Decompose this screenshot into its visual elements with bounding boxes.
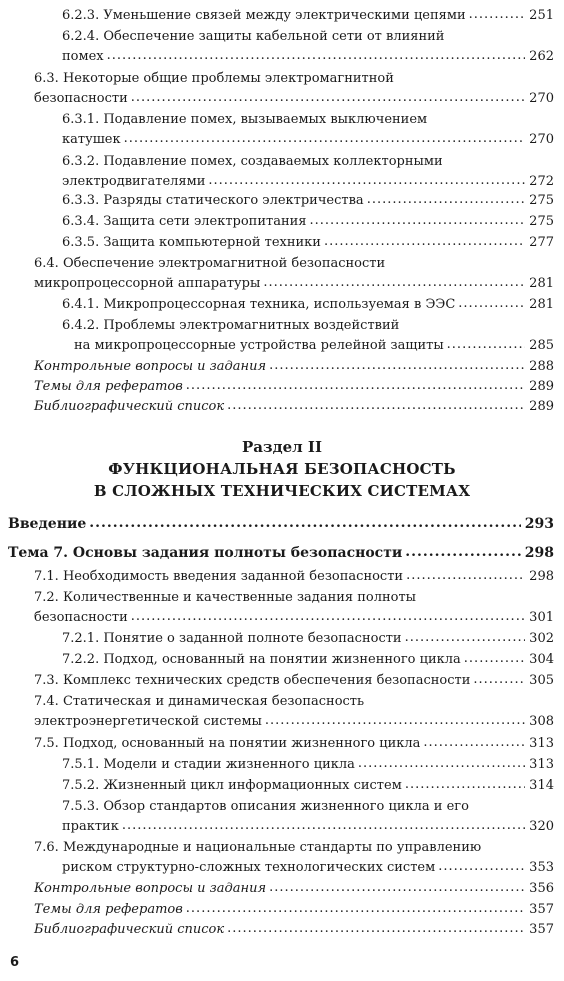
toc-leader <box>107 47 526 67</box>
toc-leader <box>405 629 526 649</box>
toc-leader <box>131 89 525 109</box>
toc-entry <box>34 377 554 397</box>
toc-leader <box>406 567 525 587</box>
toc-entry-title: 7.2. Количественные и качественные задания полноты <box>34 590 417 605</box>
toc-page-number: 305 <box>529 673 554 688</box>
toc-entry <box>34 920 554 940</box>
toc-entry <box>34 838 554 878</box>
toc-entry <box>34 397 554 417</box>
toc-entry-title-cont: электроэнергетической системы <box>34 714 262 729</box>
toc-page-number: 277 <box>529 235 554 250</box>
toc-entry-title-cont: риском структурно-сложных технологических систем <box>62 860 436 875</box>
toc-leader <box>464 650 525 670</box>
toc-entry <box>34 357 554 377</box>
toc-entry <box>62 233 554 253</box>
toc-leader <box>358 755 525 775</box>
toc-page-number: 275 <box>529 214 554 229</box>
toc-entry <box>34 69 554 109</box>
toc-entry-title: Введение <box>8 516 87 532</box>
toc-page-number: 289 <box>529 399 554 414</box>
toc-entry-title: 6.2.3. Уменьшение связей между электрическими цепями <box>62 8 466 23</box>
toc-page-number: 281 <box>529 276 554 291</box>
toc-page-number: 313 <box>529 736 554 751</box>
toc-leader <box>122 817 525 837</box>
toc-entry-title: 7.2.2. Подход, основанный на понятии жизненного цикла <box>62 652 461 667</box>
toc-entry <box>62 110 554 150</box>
toc-page-number: 272 <box>529 174 554 189</box>
toc-entry-title: 6.3.5. Защита компьютерной техники <box>62 235 321 250</box>
toc-entry-title: 7.5.1. Модели и стадии жизненного цикла <box>62 757 355 772</box>
toc-entry-title: 6.3. Некоторые общие проблемы электромагнитной <box>34 71 394 86</box>
toc-leader <box>263 274 525 294</box>
toc-entry <box>62 797 554 837</box>
toc-leader <box>265 712 525 732</box>
toc-page-number: 251 <box>529 8 554 23</box>
toc-entry-title: 6.3.1. Подавление помех, вызываемых выключением <box>62 112 428 127</box>
section-label: Раздел II <box>242 438 322 456</box>
toc-page-number: 320 <box>529 819 554 834</box>
toc-entry-title: Контрольные вопросы и задания <box>34 359 267 374</box>
toc-entry-title: Библиографический список <box>34 922 225 937</box>
toc-leader <box>89 514 521 534</box>
toc-entry-title: 7.6. Международные и национальные стандарты по управлению <box>34 840 482 855</box>
toc-leader <box>324 233 525 253</box>
toc-entry <box>34 588 554 628</box>
page-number: 6 <box>10 955 20 970</box>
toc-entry-title-cont: микропроцессорной аппаратуры <box>34 276 261 291</box>
toc-leader <box>269 879 525 899</box>
toc-leader <box>458 295 525 315</box>
toc-entry-title: 7.1. Необходимость введения заданной безопасности <box>34 569 404 584</box>
toc-entry-title: Темы для рефератов <box>34 379 183 394</box>
toc-page-number: 288 <box>529 359 554 374</box>
toc-page-number: 313 <box>529 757 554 772</box>
toc-entry-title: Контрольные вопросы и задания <box>34 881 267 896</box>
toc-entry-title-cont: катушек <box>62 132 121 147</box>
toc-entry <box>62 629 554 649</box>
toc-entry <box>62 212 554 232</box>
toc-leader <box>405 776 525 796</box>
toc-entry-title-cont: на микропроцессорные устройства релейной защиты <box>74 338 444 353</box>
toc-leader <box>423 734 525 754</box>
toc-leader <box>469 6 526 26</box>
toc-entry <box>62 755 554 775</box>
toc-entry <box>34 900 554 920</box>
toc-entry-title-cont: помех <box>62 49 104 64</box>
toc-entry-title-cont: безопасности <box>34 91 128 106</box>
toc-leader <box>186 377 525 397</box>
toc-entry <box>8 543 554 563</box>
toc-entry <box>62 295 554 315</box>
toc-entry <box>62 27 554 67</box>
toc-page-number: 314 <box>529 778 554 793</box>
toc-entry <box>34 567 554 587</box>
toc-page-number: 262 <box>529 49 554 64</box>
toc-entry <box>62 650 554 670</box>
toc-page-number: 304 <box>529 652 554 667</box>
toc-page-number: 275 <box>529 193 554 208</box>
toc-entry <box>62 6 554 26</box>
toc-page-number: 289 <box>529 379 554 394</box>
toc-page-number: 285 <box>529 338 554 353</box>
toc-entry <box>62 152 554 192</box>
toc-entry-title: Библиографический список <box>34 399 225 414</box>
toc-leader <box>186 900 525 920</box>
toc-entry-title-cont: практик <box>62 819 119 834</box>
toc-leader <box>367 191 525 211</box>
toc-entry-title: 6.3.3. Разряды статического электричества <box>62 193 364 208</box>
toc-entry-title: 7.3. Комплекс технических средств обеспечения безопасности <box>34 673 471 688</box>
section-title-line-1: ФУНКЦИОНАЛЬНАЯ БЕЗОПАСНОСТЬ <box>108 460 456 478</box>
toc-entry-title: Темы для рефератов <box>34 902 183 917</box>
toc-entry <box>34 254 554 294</box>
toc-leader <box>269 357 525 377</box>
toc-entry-title: 6.4. Обеспечение электромагнитной безопасности <box>34 256 386 271</box>
toc-page-number: 281 <box>529 297 554 312</box>
toc-entry-title: 6.2.4. Обеспечение защиты кабельной сети от влияний <box>62 29 445 44</box>
toc-entry <box>62 316 554 356</box>
toc-entry <box>62 776 554 796</box>
section-title-line-2: В СЛОЖНЫХ ТЕХНИЧЕСКИХ СИСТЕМАХ <box>93 482 471 500</box>
toc-leader <box>131 608 525 628</box>
toc-entry-title: 6.4.1. Микропроцессорная техника, используемая в ЭЭС <box>62 297 456 312</box>
toc-entry-title: 7.5. Подход, основанный на понятии жизненного цикла <box>34 736 421 751</box>
toc-page-number: 270 <box>529 132 554 147</box>
toc-page-number: 356 <box>529 881 554 896</box>
toc-page-number: 308 <box>529 714 554 729</box>
toc-entry-title: 7.2.1. Понятие о заданной полноте безопасности <box>62 631 402 646</box>
toc-leader <box>208 172 525 192</box>
toc-entry-title-cont: безопасности <box>34 610 128 625</box>
toc-entry <box>34 671 554 691</box>
toc-entry <box>34 734 554 754</box>
toc-leader <box>438 858 525 878</box>
toc-leader <box>309 212 525 232</box>
toc-entry-title: 6.3.4. Защита сети электропитания <box>62 214 307 229</box>
toc-page-number: 302 <box>529 631 554 646</box>
toc-entry-title: 7.4. Статическая и динамическая безопасность <box>34 694 365 709</box>
toc-entry-title: 7.5.3. Обзор стандартов описания жизненного цикла и его <box>62 799 469 814</box>
toc-entry-title: 7.5.2. Жизненный цикл информационных систем <box>62 778 402 793</box>
toc-entry <box>34 879 554 899</box>
toc-page-number: 298 <box>524 545 554 561</box>
toc-page-number: 357 <box>529 902 554 917</box>
toc-page-number: 293 <box>524 516 554 532</box>
toc-entry <box>8 514 554 534</box>
toc-page-number: 270 <box>529 91 554 106</box>
toc-leader <box>227 920 525 940</box>
toc-leader <box>227 397 525 417</box>
toc-page-number: 301 <box>529 610 554 625</box>
toc-entry-title-cont: электродвигателями <box>62 174 206 189</box>
toc-leader <box>473 671 525 691</box>
toc-entry-title: 6.3.2. Подавление помех, создаваемых коллекторными <box>62 154 443 169</box>
toc-entry <box>34 692 554 732</box>
toc-entry-title: 6.4.2. Проблемы электромагнитных воздействий <box>62 318 400 333</box>
toc-leader <box>447 336 526 356</box>
toc-leader <box>405 543 520 563</box>
toc-leader <box>124 130 526 150</box>
toc-page-number: 298 <box>529 569 554 584</box>
toc-page-number: 353 <box>529 860 554 875</box>
toc-entry-title: Тема 7. Основы задания полноты безопасности <box>8 545 403 561</box>
toc-entry <box>62 191 554 211</box>
toc-page-number: 357 <box>529 922 554 937</box>
